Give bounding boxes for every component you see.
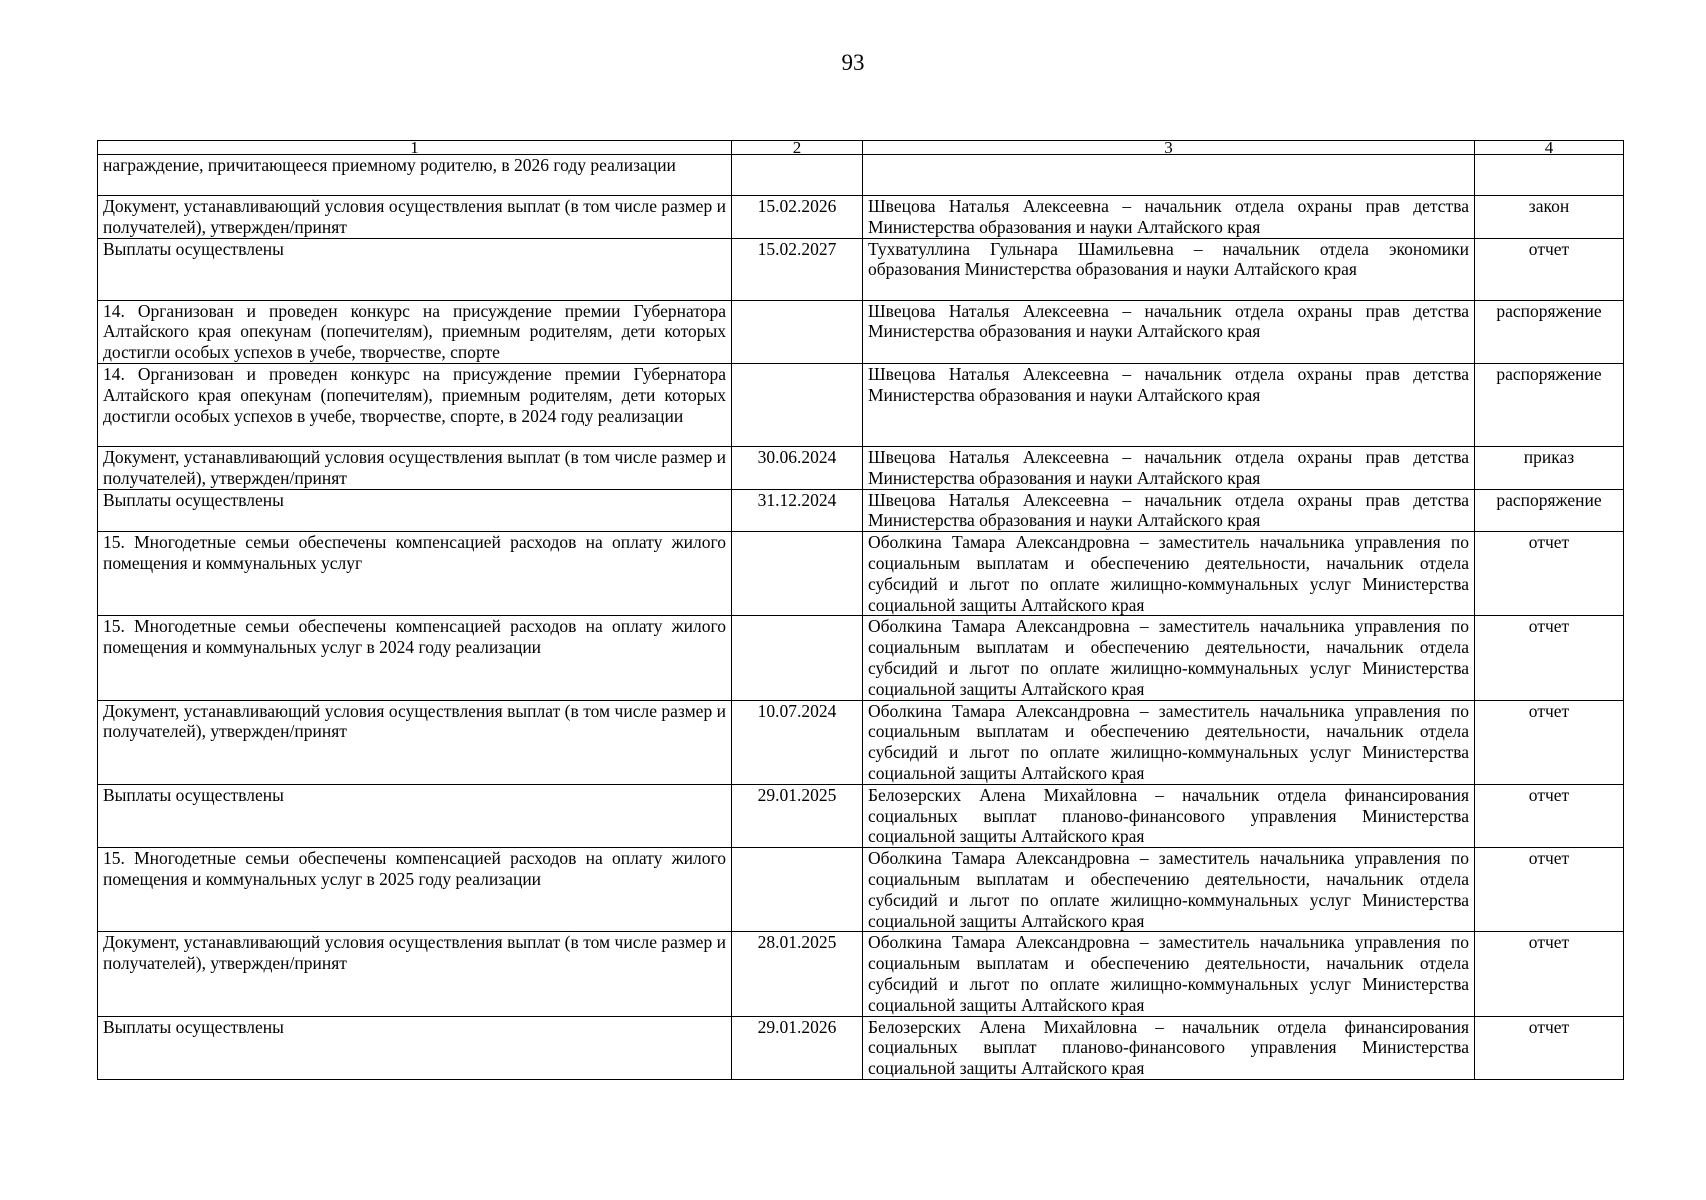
event-cell: Выплаты осуществлены <box>98 1016 732 1079</box>
event-cell: Выплаты осуществлены <box>98 238 732 300</box>
date-cell: 15.02.2027 <box>732 238 863 300</box>
date-cell <box>732 363 863 446</box>
document-type-cell: отчет <box>1475 532 1624 616</box>
event-cell: Выплаты осуществлены <box>98 489 732 532</box>
date-cell: 31.12.2024 <box>732 489 863 532</box>
table-row <box>98 532 1624 616</box>
event-cell: Выплаты осуществлены <box>98 784 732 847</box>
date-cell <box>732 616 863 700</box>
table-row <box>98 1016 1624 1079</box>
date-cell: 29.01.2026 <box>732 1016 863 1079</box>
responsible-cell: Швецова Наталья Алексеевна – начальник отдела охраны прав детства Министерства образования и науки Алтайского края <box>863 196 1475 239</box>
page-number: 93 <box>841 50 865 75</box>
table-row <box>98 848 1624 932</box>
document-type-cell: приказ <box>1475 446 1624 489</box>
date-cell <box>732 155 863 196</box>
table-row <box>98 363 1624 446</box>
document-type-cell: распоряжение <box>1475 300 1624 363</box>
responsible-cell: Оболкина Тамара Александровна – заместитель начальника управления по социальным выплатам и обеспечению деятельности, начальник отдела субсидий и льгот по оплате жилищно-коммунальных услуг Министерства социальной защиты Алтайского края <box>863 932 1475 1016</box>
column-header-3: 3 <box>863 141 1475 155</box>
responsible-cell: Оболкина Тамара Александровна – заместитель начальника управления по социальным выплатам и обеспечению деятельности, начальник отдела субсидий и льгот по оплате жилищно-коммунальных услуг Министерства социальной защиты Алтайского края <box>863 700 1475 784</box>
table-row <box>98 300 1624 363</box>
event-cell: Документ, устанавливающий условия осуществления выплат (в том числе размер и получателей), утвержден/принят <box>98 196 732 239</box>
table-row <box>98 616 1624 700</box>
plan-table <box>97 140 1624 1080</box>
column-header-4: 4 <box>1475 141 1624 155</box>
date-cell <box>732 848 863 932</box>
responsible-cell: Швецова Наталья Алексеевна – начальник отдела охраны прав детства Министерства образования и науки Алтайского края <box>863 489 1475 532</box>
column-header-1: 1 <box>98 141 732 155</box>
document-type-cell: отчет <box>1475 700 1624 784</box>
column-header-2: 2 <box>732 141 863 155</box>
document-type-cell: закон <box>1475 196 1624 239</box>
document-type-cell: отчет <box>1475 784 1624 847</box>
document-type-cell: отчет <box>1475 238 1624 300</box>
responsible-cell <box>863 155 1475 196</box>
table-row <box>98 196 1624 239</box>
responsible-cell: Оболкина Тамара Александровна – заместитель начальника управления по социальным выплатам и обеспечению деятельности, начальник отдела субсидий и льгот по оплате жилищно-коммунальных услуг Министерства социальной защиты Алтайского края <box>863 616 1475 700</box>
event-cell: Документ, устанавливающий условия осуществления выплат (в том числе размер и получателей), утвержден/принят <box>98 932 732 1016</box>
document-type-cell: отчет <box>1475 616 1624 700</box>
responsible-cell: Белозерских Алена Михайловна – начальник отдела финансирования социальных выплат планово-финансового управления Министерства социальной защиты Алтайского края <box>863 1016 1475 1079</box>
table-row <box>98 784 1624 847</box>
date-cell <box>732 532 863 616</box>
date-cell: 28.01.2025 <box>732 932 863 1016</box>
responsible-cell: Оболкина Тамара Александровна – заместитель начальника управления по социальным выплатам и обеспечению деятельности, начальник отдела субсидий и льгот по оплате жилищно-коммунальных услуг Министерства социальной защиты Алтайского края <box>863 848 1475 932</box>
event-cell: Документ, устанавливающий условия осуществления выплат (в том числе размер и получателей), утвержден/принят <box>98 446 732 489</box>
responsible-cell: Швецова Наталья Алексеевна – начальник отдела охраны прав детства Министерства образования и науки Алтайского края <box>863 363 1475 446</box>
table-row <box>98 489 1624 532</box>
table-row <box>98 932 1624 1016</box>
event-cell: 14. Организован и проведен конкурс на присуждение премии Губернатора Алтайского края опекунам (попечителям), приемным родителям, дети которых достигли особых успехов в учебе, творчестве, спорте, в 2024 году реализации <box>98 363 732 446</box>
responsible-cell: Оболкина Тамара Александровна – заместитель начальника управления по социальным выплатам и обеспечению деятельности, начальник отдела субсидий и льгот по оплате жилищно-коммунальных услуг Министерства социальной защиты Алтайского края <box>863 532 1475 616</box>
table-row <box>98 238 1624 300</box>
table-row <box>98 446 1624 489</box>
date-cell <box>732 300 863 363</box>
responsible-cell: Тухватуллина Гульнара Шамильевна – начальник отдела экономики образования Министерства образования и науки Алтайского края <box>863 238 1475 300</box>
document-type-cell: отчет <box>1475 848 1624 932</box>
responsible-cell: Белозерских Алена Михайловна – начальник отдела финансирования социальных выплат планово-финансового управления Министерства социальной защиты Алтайского края <box>863 784 1475 847</box>
event-cell: 15. Многодетные семьи обеспечены компенсацией расходов на оплату жилого помещения и коммунальных услуг в 2024 году реализации <box>98 616 732 700</box>
date-cell: 15.02.2026 <box>732 196 863 239</box>
table-row <box>98 700 1624 784</box>
date-cell: 30.06.2024 <box>732 446 863 489</box>
event-cell: награждение, причитающееся приемному родителю, в 2026 году реализации <box>98 155 732 196</box>
document-type-cell <box>1475 155 1624 196</box>
event-cell: 15. Многодетные семьи обеспечены компенсацией расходов на оплату жилого помещения и коммунальных услуг в 2025 году реализации <box>98 848 732 932</box>
document-type-cell: распоряжение <box>1475 489 1624 532</box>
document-type-cell: отчет <box>1475 1016 1624 1079</box>
table-row <box>98 155 1624 196</box>
responsible-cell: Швецова Наталья Алексеевна – начальник отдела охраны прав детства Министерства образования и науки Алтайского края <box>863 446 1475 489</box>
event-cell: 15. Многодетные семьи обеспечены компенсацией расходов на оплату жилого помещения и коммунальных услуг <box>98 532 732 616</box>
document-type-cell: распоряжение <box>1475 363 1624 446</box>
date-cell: 10.07.2024 <box>732 700 863 784</box>
event-cell: Документ, устанавливающий условия осуществления выплат (в том числе размер и получателей), утвержден/принят <box>98 700 732 784</box>
document-type-cell: отчет <box>1475 932 1624 1016</box>
table-header-row <box>98 141 1624 155</box>
date-cell: 29.01.2025 <box>732 784 863 847</box>
event-cell: 14. Организован и проведен конкурс на присуждение премии Губернатора Алтайского края опекунам (попечителям), приемным родителям, дети которых достигли особых успехов в учебе, творчестве, спорте <box>98 300 732 363</box>
responsible-cell: Швецова Наталья Алексеевна – начальник отдела охраны прав детства Министерства образования и науки Алтайского края <box>863 300 1475 363</box>
